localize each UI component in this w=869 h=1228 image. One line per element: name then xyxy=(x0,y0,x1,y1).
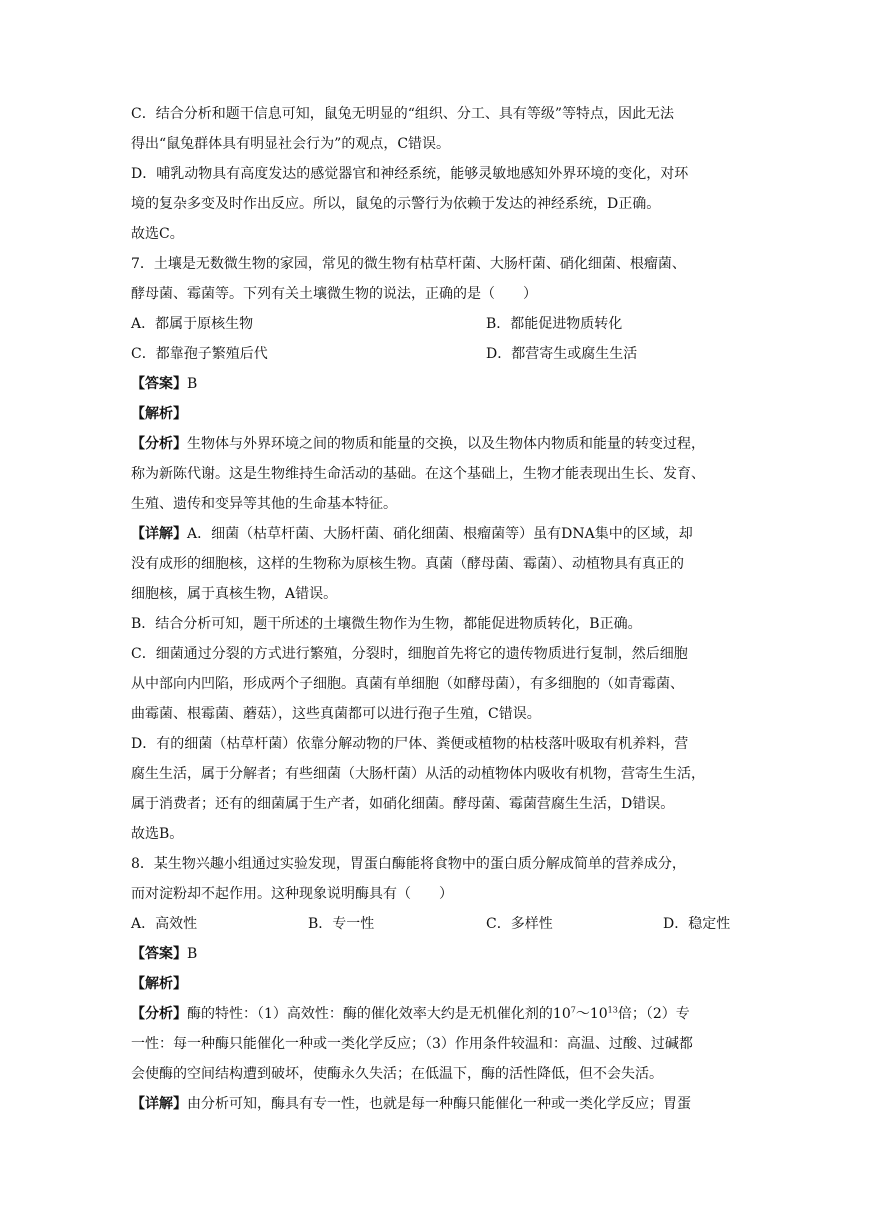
q8-option-c: C．多样性 xyxy=(486,916,553,932)
q7-option-d: D．都营寄生或腐生生活 xyxy=(486,346,638,362)
question-8-stem: 8．某生物兴趣小组通过实验发现，胃蛋白酶能将食物中的蛋白质分解成简单的营养成分， xyxy=(131,856,686,872)
fenxi-tag: 【分析】 xyxy=(131,436,187,452)
q7-answer xyxy=(131,374,741,394)
text-line: 曲霉菌、根霉菌、蘑菇），这些真菌都可以进行孢子生殖，C错误。 xyxy=(131,706,541,722)
q8-analysis-heading: 【解析】 xyxy=(131,976,187,992)
xiangjie-tag: 【详解】 xyxy=(131,1096,187,1112)
answer-tag: 【答案】 xyxy=(131,946,187,962)
text-line: 没有成形的细胞核，这样的生物称为原核生物。真菌（酵母菌、霉菌）、动植物具有真正的 xyxy=(131,556,684,572)
question-7-stem: 酵母菌、霉菌等。下列有关土壤微生物的说法，正确的是（ ） xyxy=(131,286,537,302)
text-line: 从中部向内凹陷，形成两个子细胞。真菌有单细胞（如酵母菌），有多细胞的（如青霉菌、 xyxy=(131,676,684,692)
q7-analysis-heading: 【解析】 xyxy=(131,406,187,422)
fenxi-text: 酶的特性：（1）高效性：酶的催化效率大约是无机催化剂的10 xyxy=(187,1006,571,1022)
text-line: 故选B。 xyxy=(131,826,184,842)
q7-fenxi-line xyxy=(131,434,741,454)
q7-xiangjie-line xyxy=(131,524,741,544)
fenxi-text: 倍；（2）专 xyxy=(617,1006,690,1022)
fenxi-text: 生物体与外界环境之间的物质和能量的交换，以及生物体内物质和能量的转变过程， xyxy=(187,436,705,452)
text-line: 得出“鼠兔群体具有明显社会行为”的观点，C错误。 xyxy=(131,136,451,152)
fenxi-tag: 【分析】 xyxy=(131,1006,187,1022)
text-line: C．结合分析和题干信息可知，鼠兔无明显的“组织、分工、具有等级”等特点，因此无法 xyxy=(131,106,675,122)
text-line: 细胞核，属于真核生物，A错误。 xyxy=(131,586,338,602)
question-7-stem: 7．土壤是无数微生物的家园，常见的微生物有枯草杆菌、大肠杆菌、硝化细菌、根瘤菌、 xyxy=(131,256,686,272)
text-line: D．哺乳动物具有高度发达的感觉器官和神经系统，能够灵敏地感知外界环境的变化，对环 xyxy=(131,166,689,182)
text-line: 称为新陈代谢。这是生物维持生命活动的基础。在这个基础上，生物才能表现出生长、发育、 xyxy=(131,466,705,482)
q8-option-a: A．高效性 xyxy=(131,916,198,932)
text-line: 属于消费者；还有的细菌属于生产者，如硝化细菌。酵母菌、霉菌营腐生生活，D错误。 xyxy=(131,796,675,812)
answer-value: B xyxy=(187,376,198,392)
q8-answer xyxy=(131,944,741,964)
q7-option-c: C．都靠孢子繁殖后代 xyxy=(131,346,268,362)
answer-value: B xyxy=(187,946,198,962)
q8-xiangjie-line xyxy=(131,1094,741,1114)
q8-fenxi-line xyxy=(131,1004,741,1024)
xiangjie-tag: 【详解】 xyxy=(131,526,187,542)
q7-option-a: A．都属于原核生物 xyxy=(131,316,254,332)
exponent: 7 xyxy=(570,1005,576,1015)
fenxi-text: ～10 xyxy=(575,1006,608,1022)
text-line: 一性：每一种酶只能催化一种或一类化学反应；（3）作用条件较温和：高温、过酸、过碱都 xyxy=(131,1036,693,1052)
text-line: 故选C。 xyxy=(131,226,184,242)
xiangjie-text: A．细菌（枯草杆菌、大肠杆菌、硝化细菌、根瘤菌等）虽有DNA集中的区域，却 xyxy=(187,526,693,542)
text-line: 生殖、遗传和变异等其他的生命基本特征。 xyxy=(131,496,397,512)
text-line: D．有的细菌（枯草杆菌）依靠分解动物的尸体、粪便或植物的枯枝落叶吸取有机养料，营 xyxy=(131,736,689,752)
text-line: B．结合分析可知，题干所述的土壤微生物作为生物，都能促进物质转化，B正确。 xyxy=(131,616,642,632)
text-line: 腐生生活，属于分解者；有些细菌（大肠杆菌）从活的动植物体内吸收有机物，营寄生生活， xyxy=(131,766,705,782)
question-8-stem: 而对淀粉却不起作用。这种现象说明酶具有（ ） xyxy=(131,886,453,902)
answer-tag: 【答案】 xyxy=(131,376,187,392)
exponent: 13 xyxy=(607,1005,618,1015)
text-line: 境的复杂多变及时作出反应。所以，鼠兔的示警行为依赖于发达的神经系统，D正确。 xyxy=(131,196,661,212)
text-line: 会使酶的空间结构遭到破坏，使酶永久失活；在低温下，酶的活性降低，但不会失活。 xyxy=(131,1066,663,1082)
text-line: C．细菌通过分裂的方式进行繁殖，分裂时，细胞首先将它的遗传物质进行复制，然后细胞 xyxy=(131,646,688,662)
q7-option-b: B．都能促进物质转化 xyxy=(486,316,623,332)
q8-option-b: B．专一性 xyxy=(308,916,375,932)
q8-option-d: D．稳定性 xyxy=(663,916,731,932)
xiangjie-text: 由分析可知，酶具有专一性，也就是每一种酶只能催化一种或一类化学反应；胃蛋 xyxy=(187,1096,691,1112)
